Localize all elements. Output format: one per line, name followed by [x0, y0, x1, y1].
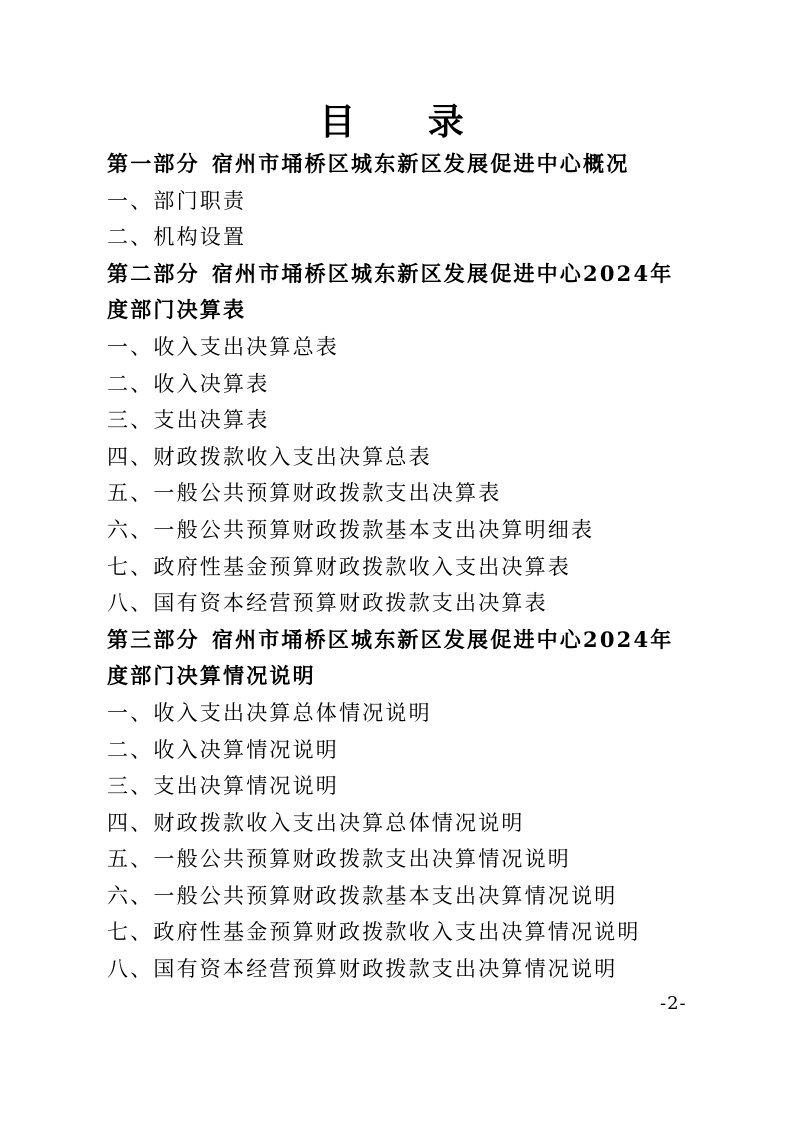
toc-item: 二、收入决算情况说明 — [107, 737, 339, 762]
toc-item: 四、财政拨款收入支出决算总表 — [107, 444, 432, 469]
section-head: 第三部分 — [107, 626, 200, 652]
section-title: 宿州市埇桥区城东新区发展促进中心2024年 — [211, 260, 674, 286]
toc-item: 三、支出决算情况说明 — [107, 774, 339, 799]
toc-section-part3-continued: 度部门决算情况说明 — [107, 663, 316, 689]
section-head: 第一部分 — [107, 151, 200, 176]
toc-item: 八、国有资本经营预算财政拨款支出决算情况说明 — [107, 957, 618, 982]
toc-item: 七、政府性基金预算财政拨款收入支出决算情况说明 — [107, 920, 641, 945]
toc-item: 二、机构设置 — [107, 225, 247, 250]
toc-item: 一、收入支出决算总表 — [107, 334, 339, 359]
toc-item: 七、政府性基金预算财政拨款收入支出决算表 — [107, 554, 571, 579]
toc-section-part1 — [107, 146, 707, 183]
section-title: 宿州市埇桥区城东新区发展促进中心概况 — [211, 151, 630, 176]
toc-item: 八、国有资本经营预算财政拨款支出决算表 — [107, 591, 548, 616]
page-title: 目 录 — [319, 101, 494, 143]
page-number: -2- — [660, 993, 687, 1014]
toc-item: 一、收入支出决算总体情况说明 — [107, 700, 432, 725]
toc-item: 四、财政拨款收入支出决算总体情况说明 — [107, 810, 525, 835]
toc-item: 二、收入决算表 — [107, 371, 270, 396]
section-head: 第二部分 — [107, 260, 200, 286]
toc-section-part3 — [107, 622, 707, 659]
toc-item: 六、一般公共预算财政拨款基本支出决算明细表 — [107, 517, 595, 542]
toc-item: 五、一般公共预算财政拨款支出决算表 — [107, 481, 502, 506]
toc-item: 一、部门职责 — [107, 188, 247, 213]
toc-item: 三、支出决算表 — [107, 408, 270, 433]
section-title: 宿州市埇桥区城东新区发展促进中心2024年 — [211, 626, 674, 652]
table-of-contents — [107, 146, 707, 988]
toc-section-part2 — [107, 256, 707, 293]
toc-item: 六、一般公共预算财政拨款基本支出决算情况说明 — [107, 883, 618, 908]
toc-item: 五、一般公共预算财政拨款支出决算情况说明 — [107, 847, 571, 872]
toc-section-part2-continued: 度部门决算表 — [107, 297, 247, 323]
